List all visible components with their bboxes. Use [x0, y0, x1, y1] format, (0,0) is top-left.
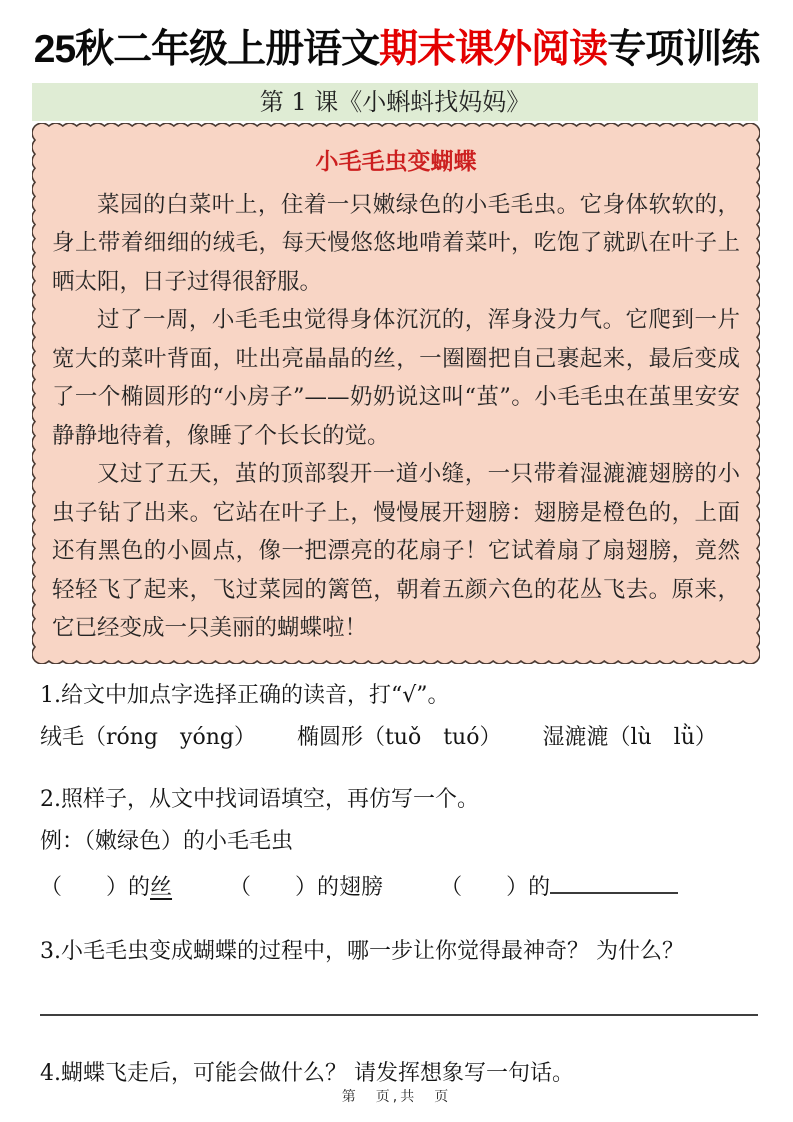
- page-title-highlight: 期末课外阅读: [379, 28, 608, 71]
- question-1: 1.给文中加点字选择正确的读音，打“√”。: [40, 682, 450, 708]
- story-paragraph: 又过了五天，茧的顶部裂开一道小缝，一只带着湿漉漉翅膀的小虫子钻了出来。它站在叶子上，慢慢展开翅膀：翅膀是橙色的，上面还有黑色的小圆点，像一把漂亮的花扇子！它试着扇了扇翅膀，竟然轻轻飞了起来，飞过菜园的篱笆，朝着五颜六色的花丛飞去。原来，它已经变成一只美丽的蝴蝶啦！: [52, 461, 740, 642]
- question-2-example: 例：（嫩绿色）的小毛毛虫: [40, 828, 294, 854]
- question-2-fill-blanks: [40, 866, 758, 906]
- page-title: [0, 28, 793, 73]
- answer-blank-line: [40, 1014, 758, 1016]
- question-4: 4.蝴蝶飞走后，可能会做什么？ 请发挥想象写一句话。: [40, 1060, 574, 1086]
- lesson-banner: 第 1 课《小蝌蚪找妈妈》: [32, 83, 758, 121]
- blank-parens: （ ）的: [229, 874, 340, 900]
- questions-section: [40, 678, 758, 1122]
- pinyin-choice: 椭圆形（tuǒ tuó）: [296, 724, 502, 750]
- write-in-blank: [550, 866, 678, 894]
- question-2: 2.照样子，从文中找词语填空，再仿写一个。: [40, 786, 479, 812]
- pinyin-choice: 绒毛（róng yóng）: [40, 724, 256, 750]
- pinyin-choice: 湿漉漉（lù lǜ）: [542, 724, 717, 750]
- story-paragraph: 过了一周，小毛毛虫觉得身体沉沉的，浑身没力气。它爬到一片宽大的菜叶背面，吐出亮晶晶的丝，一圈圈把自己裹起来，最后变成了一个椭圆形的“小房子”——奶奶说这叫“茧”。小毛毛虫在茧里安安静静地待着，像睡了个长长的觉。: [52, 307, 740, 449]
- page-title-part1: 25秋二年级上册语文: [33, 28, 380, 71]
- story-box: [32, 123, 760, 664]
- page-footer: 第 页,共 页: [341, 1089, 452, 1105]
- fill-blank-group: [229, 875, 383, 900]
- fill-blank-group: [40, 875, 172, 900]
- blank-parens: （ ）的: [440, 874, 551, 900]
- fill-word: 翅膀: [339, 874, 384, 900]
- story-paragraph: 菜园的白菜叶上，住着一只嫩绿色的小毛毛虫。它身体软软的，身上带着细细的绒毛，每天慢悠悠地啃着菜叶，吃饱了就趴在叶子上晒太阳，日子过得很舒服。: [52, 191, 740, 295]
- story-title: 小毛毛虫变蝴蝶: [315, 147, 477, 175]
- page-title-part3: 专项训练: [607, 28, 760, 71]
- question-3: 3.小毛毛虫变成蝴蝶的过程中，哪一步让你觉得最神奇？ 为什么？: [40, 938, 684, 964]
- question-1-options: [40, 720, 758, 756]
- fill-word: 丝: [150, 874, 173, 900]
- blank-parens: （ ）的: [40, 874, 151, 900]
- content-area: [32, 83, 760, 1122]
- fill-blank-group: [440, 875, 678, 900]
